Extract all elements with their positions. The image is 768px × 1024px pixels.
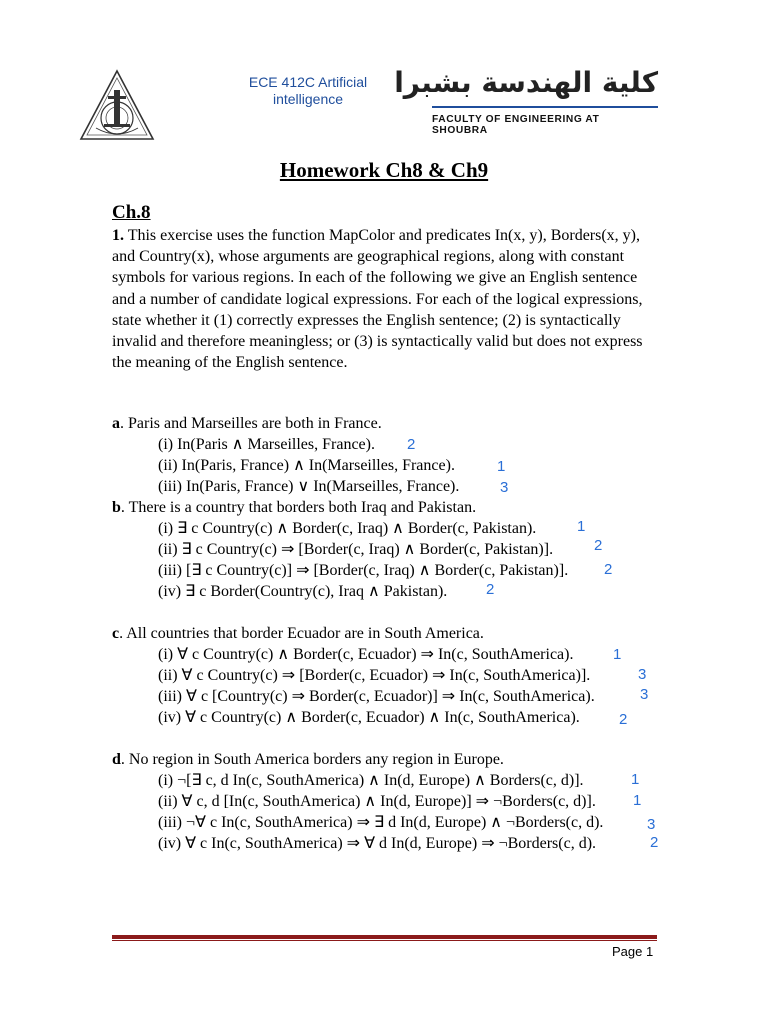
answer-b-i: 1 <box>577 518 586 535</box>
question-number: 1. <box>112 227 124 244</box>
answer-a-ii: 1 <box>497 458 506 475</box>
answer-c-iv: 2 <box>619 711 628 728</box>
answer-b-ii: 2 <box>594 537 603 554</box>
option-a-ii: (ii) In(Paris, France) ∧ In(Marseilles, France). <box>158 457 455 474</box>
part-text: . No region in South America borders any region in Europe. <box>120 751 504 768</box>
part-letter: c <box>112 625 120 642</box>
option-c-iii: (iii) ∀ c [Country(c) ⇒ Border(c, Ecuador)] ⇒ In(c, SouthAmerica). <box>158 688 595 705</box>
question-text: This exercise uses the function MapColor and predicates In(x, y), Borders(x, y), and Country(x), whose arguments are geographical regions, along with constant symbols for various regions. In each of the following we give an English sentence and a number of candidate logical expressions. For each of the logical expressions, state whether it (1) correctly expresses the English sentence; (2) is syntactically invalid and therefore meaningless; or (3) is syntactically valid but does not express the meaning of the English sentence. <box>112 227 643 372</box>
answer-c-ii: 3 <box>638 666 647 683</box>
answer-c-iii: 3 <box>640 686 649 703</box>
part-letter: a <box>112 415 120 432</box>
part-letter: b <box>112 499 121 516</box>
answer-b-iv: 2 <box>486 581 495 598</box>
option-b-ii: (ii) ∃ c Country(c) ⇒ [Border(c, Iraq) ∧ Border(c, Pakistan)]. <box>158 541 554 558</box>
part-b-statement <box>112 498 476 518</box>
brand-divider <box>432 106 658 108</box>
answer-c-i: 1 <box>613 646 622 663</box>
part-text: . Paris and Marseilles are both in France. <box>120 415 382 432</box>
option-d-iv: (iv) ∀ c In(c, SouthAmerica) ⇒ ∀ d In(d, Europe) ⇒ ¬Borders(c, d). <box>158 835 597 852</box>
part-letter: d <box>112 751 121 768</box>
question-intro <box>112 225 652 373</box>
part-c-statement <box>112 624 484 644</box>
option-b-iv: (iv) ∃ c Border(Country(c), Iraq ∧ Pakistan). <box>158 583 448 600</box>
option-a-iii: (iii) In(Paris, France) ∨ In(Marseilles, France). <box>158 478 460 495</box>
option-d-i: (i) ¬[∃ c, d In(c, SouthAmerica) ∧ In(d, Europe) ∧ Borders(c, d)]. <box>158 772 584 789</box>
answer-d-iv: 2 <box>650 834 659 851</box>
option-c-ii: (ii) ∀ c Country(c) ⇒ [Border(c, Ecuador) ⇒ In(c, SouthAmerica)]. <box>158 667 591 684</box>
document-header <box>0 0 768 150</box>
document-title: Homework Ch8 & Ch9 <box>279 158 489 182</box>
answer-d-ii: 1 <box>633 792 642 809</box>
option-a-i: (i) In(Paris ∧ Marseilles, France). <box>158 436 375 453</box>
footer-divider <box>112 935 657 939</box>
option-c-iv: (iv) ∀ c Country(c) ∧ Border(c, Ecuador) ∧ In(c, SouthAmerica). <box>158 709 580 726</box>
chapter-heading: Ch.8 <box>112 202 151 223</box>
answer-d-i: 1 <box>631 771 640 788</box>
option-b-iii: (iii) [∃ c Country(c)] ⇒ [Border(c, Iraq) ∧ Border(c, Pakistan)]. <box>158 562 569 579</box>
faculty-english-name: FACULTY OF ENGINEERING AT SHOUBRA <box>432 114 600 136</box>
answer-a-iii: 3 <box>500 479 509 496</box>
course-title-line2: intelligence <box>272 91 344 107</box>
page-number: Page 1 <box>612 944 654 959</box>
faculty-arabic-name: كلية الهندسة بشبرا <box>394 66 658 99</box>
footer-divider-thin <box>112 940 657 941</box>
answer-a-i: 2 <box>407 436 416 453</box>
option-c-i: (i) ∀ c Country(c) ∧ Border(c, Ecuador) ⇒ In(c, SouthAmerica). <box>158 646 574 663</box>
answer-b-iii: 2 <box>604 561 613 578</box>
option-d-ii: (ii) ∀ c, d [In(c, SouthAmerica) ∧ In(d, Europe)] ⇒ ¬Borders(c, d)]. <box>158 793 596 810</box>
course-title <box>228 74 388 108</box>
course-title-line1: ECE 412C Artificial <box>248 74 368 90</box>
part-a-statement <box>112 414 382 434</box>
part-text: . There is a country that borders both Iraq and Pakistan. <box>120 499 477 516</box>
option-b-i: (i) ∃ c Country(c) ∧ Border(c, Iraq) ∧ Border(c, Pakistan). <box>158 520 537 537</box>
university-logo <box>78 68 156 142</box>
part-d-statement <box>112 750 504 770</box>
answer-d-iii: 3 <box>647 816 656 833</box>
option-d-iii: (iii) ¬∀ c In(c, SouthAmerica) ⇒ ∃ d In(d, Europe) ∧ ¬Borders(c, d). <box>158 814 604 831</box>
faculty-brand <box>394 66 658 136</box>
part-text: . All countries that border Ecuador are in South America. <box>119 625 484 642</box>
